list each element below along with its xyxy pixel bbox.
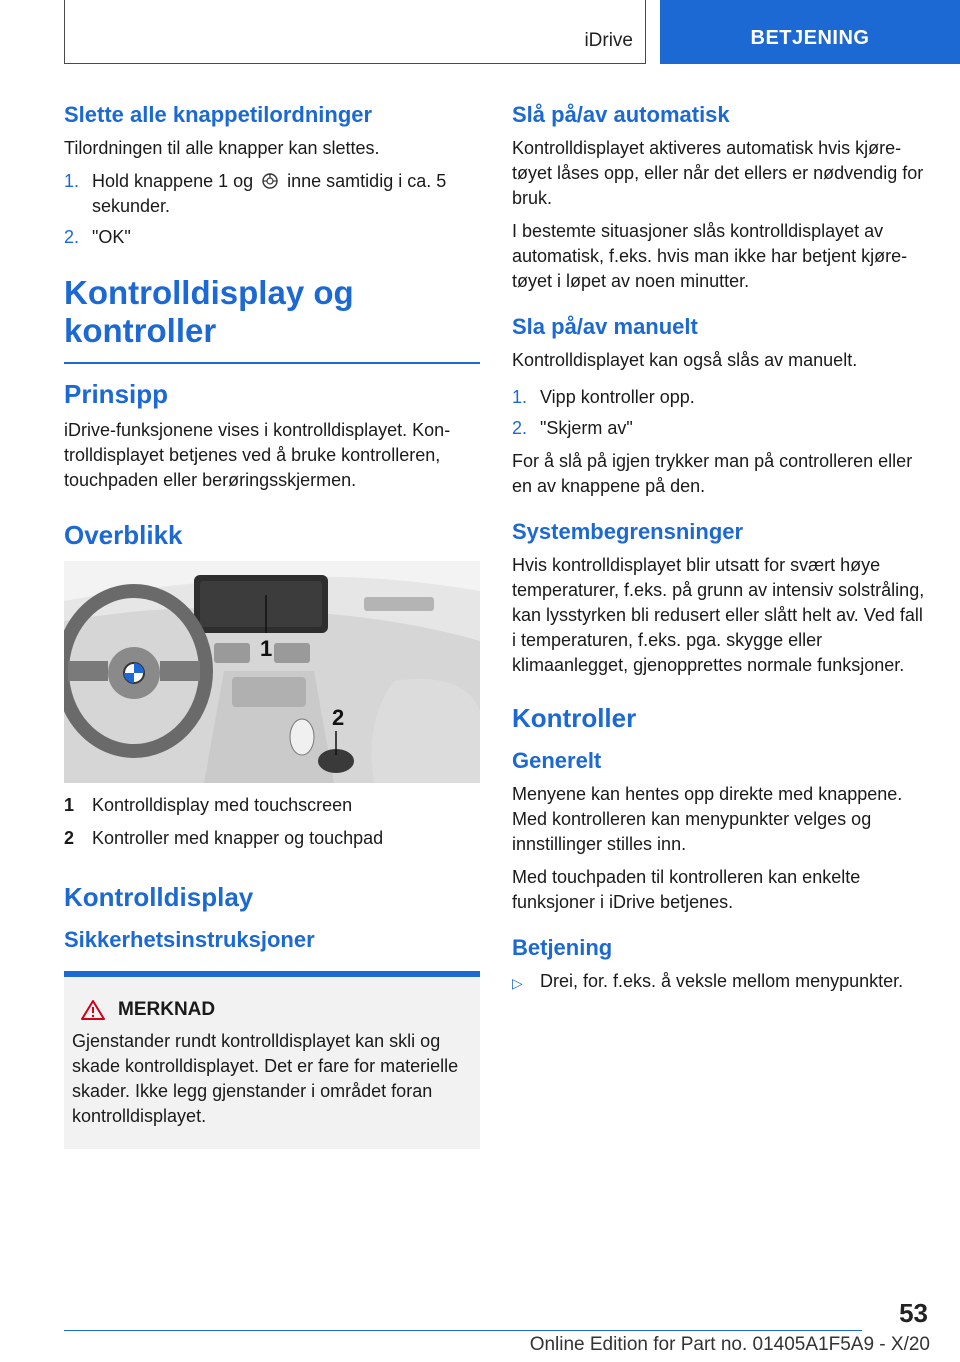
list-item xyxy=(512,416,930,441)
paragraph-general-1: Menyene kan hentes opp direkte med knappene. Med kontrolleren kan menypunkter velges og innstillinger stilles inn. xyxy=(512,784,903,854)
warning-triangle-icon xyxy=(80,999,106,1021)
list-item xyxy=(64,793,480,818)
heading-control-display: Kontrolldisplay xyxy=(64,882,254,912)
header-frame xyxy=(64,0,646,64)
chapter-title: Kontrolldisplay og kontroller xyxy=(64,274,354,349)
legend-text: Kontrolldisplay med touchscreen xyxy=(92,795,353,815)
step-text-before: Hold knappene 1 og xyxy=(92,171,254,191)
heading-system-limits: Systembegrensninger xyxy=(512,519,744,544)
bullet-triangle-icon: ▷ xyxy=(512,975,523,991)
paragraph-manual-2: For å slå på igjen trykker man på controlleren eller en av knappene på den. xyxy=(512,451,913,496)
note-box xyxy=(64,971,480,1149)
legend-number: 1 xyxy=(64,795,75,815)
paragraph-manual: Kontrolldisplayet kan også slås av manuelt. xyxy=(512,350,858,370)
list-item xyxy=(64,225,480,250)
note-header xyxy=(72,999,470,1021)
heading-safety: Sikkerhetsinstruksjoner xyxy=(64,927,315,952)
header-title: iDrive xyxy=(584,30,633,51)
list-item xyxy=(512,969,930,996)
step-number: 1. xyxy=(512,387,528,407)
figure-callout-1: 1 xyxy=(260,636,273,661)
heading-principle: Prinsipp xyxy=(64,379,169,409)
manual-steps xyxy=(512,385,930,441)
heading-delete-assignments: Slette alle knappetilordninger xyxy=(64,102,373,127)
legend-text: Kontroller med knapper og touchpad xyxy=(92,828,384,848)
step-text xyxy=(92,169,480,219)
step-text: Vipp kontroller opp. xyxy=(540,387,695,407)
delete-steps xyxy=(64,169,480,250)
footer-divider xyxy=(64,1330,862,1331)
left-column xyxy=(64,100,480,1149)
note-label: MERKNAD xyxy=(118,999,216,1020)
heading-manual-on-off: Sla på/av manuelt xyxy=(512,314,698,339)
heading-auto-on-off: Slå på/av automatisk xyxy=(512,102,730,127)
dashboard-figure xyxy=(64,561,480,783)
page-number: 53 xyxy=(899,1298,928,1328)
list-item xyxy=(64,169,480,219)
operation-text: Drei, for. f.eks. å veksle mellom menypunkter. xyxy=(540,971,904,991)
heading-controller: Kontroller xyxy=(512,703,637,733)
step-text: "OK" xyxy=(92,227,131,247)
paragraph-auto-2: I bestemte situasjoner slås kontrolldisplayet av automatisk, f.eks. hvis man ikke har betjent kjøretøyet i løpet av noen minutter. xyxy=(512,221,908,291)
step-text-after: inne samtidig i ca. 5 sekunder. xyxy=(92,171,447,216)
figure-legend xyxy=(64,793,480,851)
paragraph-general-2: Med touchpaden til kontrolleren kan enkelte funksjoner i iDrive betjenes. xyxy=(512,867,861,912)
header-section-tab: BETJENING xyxy=(660,0,960,64)
steering-button-icon xyxy=(259,172,281,190)
dashboard-illustration xyxy=(64,561,480,783)
footer-edition: Online Edition for Part no. 01405A1F5A9 - X/20 xyxy=(529,1334,930,1355)
list-item xyxy=(512,385,930,410)
paragraph-principle: iDrive-funksjonene vises i kontrolldisplayet. Kontrolldisplayet betjenes ved å bruke kontrolleren, touchpaden eller berøringsskjermen. xyxy=(64,420,451,490)
heading-general: Generelt xyxy=(512,748,602,773)
note-text: Gjenstander rundt kontrolldisplayet kan skli og skade kontrolldisplayet. Det er fare for materielle skader. Ikke legg gjenstander i området foran kontrolldisplayet. xyxy=(72,1031,459,1126)
heading-overview: Overblikk xyxy=(64,520,183,550)
chapter-divider xyxy=(64,362,480,364)
figure-callout-2: 2 xyxy=(332,705,345,730)
step-number: 2. xyxy=(512,418,528,438)
step-number: 1. xyxy=(64,171,80,191)
list-item xyxy=(64,826,480,851)
right-column xyxy=(512,100,930,1004)
paragraph-limits: Hvis kontrolldisplayet blir utsatt for svært høye temperaturer, f.eks. på grunn av intensiv solstråling, kan lysstyrken bli redusert eller slått helt av. Ved fall i temperaturen, f.eks. pga. skygge eller klimaanlegget, gjenopprettes normale funksjoner. xyxy=(512,555,925,675)
legend-number: 2 xyxy=(64,828,75,848)
heading-operation: Betjening xyxy=(512,935,613,960)
step-number: 2. xyxy=(64,227,80,247)
operation-list xyxy=(512,969,930,996)
paragraph-delete: Tilordningen til alle knapper kan slettes. xyxy=(64,138,380,158)
step-text: "Skjerm av" xyxy=(540,418,633,438)
paragraph-auto-1: Kontrolldisplayet aktiveres automatisk hvis kjøretøyet låses opp, eller når det ellers er nødvendig for bruk. xyxy=(512,138,924,208)
